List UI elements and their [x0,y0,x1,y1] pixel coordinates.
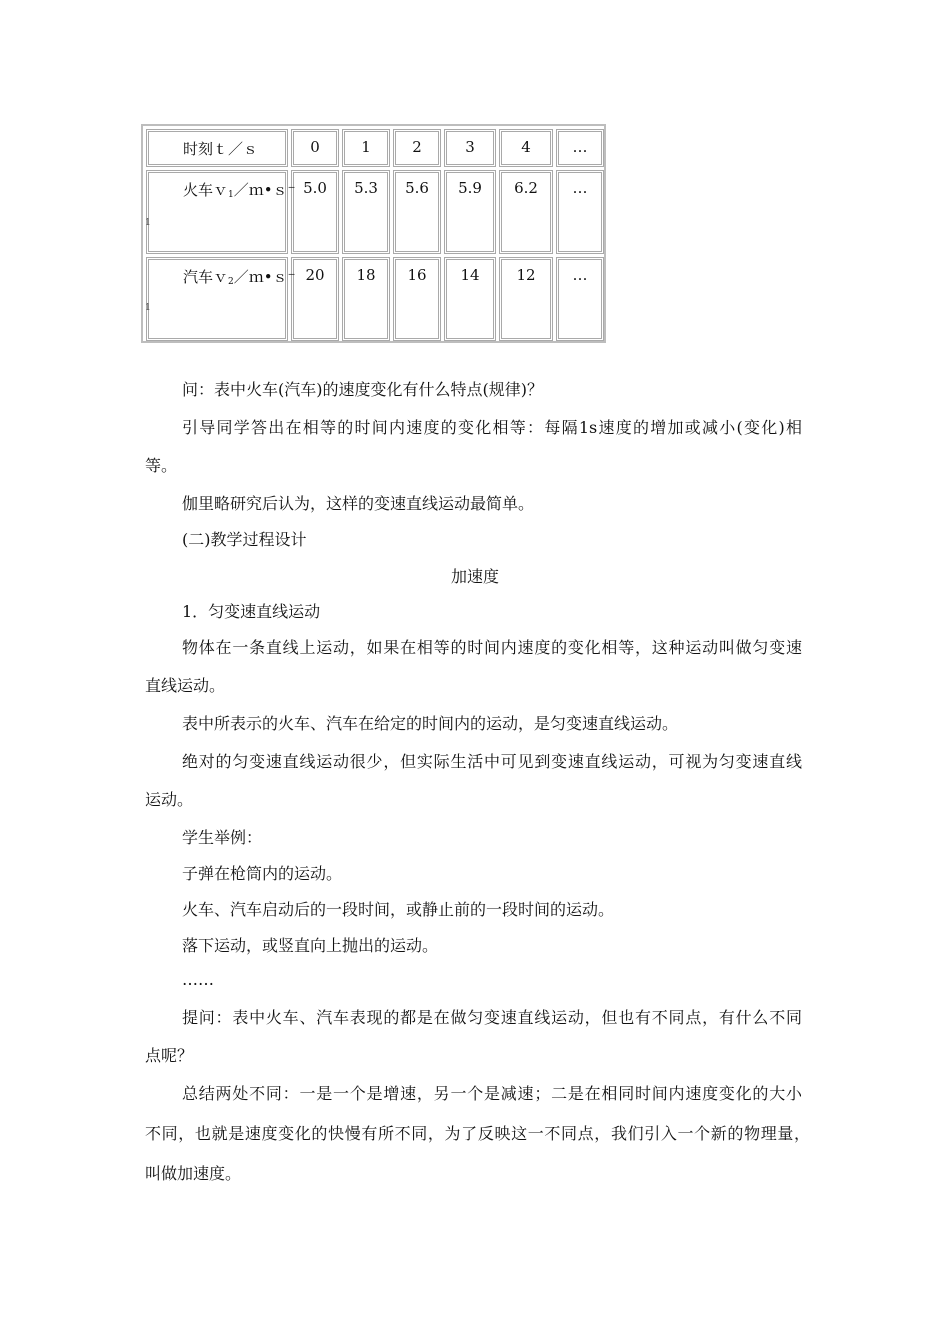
paragraph: 落下运动，或竖直向上抛出的运动。 [182,936,439,955]
table-cell: 12 [499,257,553,341]
table-cell: 5.9 [444,170,496,254]
section-heading: (二)教学过程设计 [182,530,307,549]
row-label-train: 火车ｖ$_1$／ｍ•ｓ⁻ [146,170,288,254]
paragraph: 提问：表中火车、汽车表现的都是在做匀变速直线运动，但也有不同点，有什么不同 [182,1008,802,1027]
table-cell: … [556,129,604,167]
table-cell: 5.6 [393,170,441,254]
table-cell: 0 [291,129,339,167]
paragraph-continuation: 运动。 [145,790,194,809]
table-cell: 1 [342,129,390,167]
paragraph: 火车、汽车启动后的一段时间，或静止前的一段时间的运动。 [182,900,615,919]
table-row-car [146,257,604,341]
table-cell: 5.0 [291,170,339,254]
table-cell: 6.2 [499,170,553,254]
table-cell: 20 [291,257,339,341]
table-cell: … [556,257,604,341]
table-cell: 4 [499,129,553,167]
row-label-car: 汽车ｖ$_2$／ｍ•ｓ⁻ [146,257,288,341]
section-title: 加速度 [450,567,499,586]
subsection-heading: 1．匀变速直线运动 [182,602,321,621]
paragraph: 总结两处不同：一是一个是增速，另一个是减速；二是在相同时间内速度变化的大小 [182,1084,802,1103]
paragraph: 学生举例： [182,828,263,847]
table-cell: 3 [444,129,496,167]
paragraph: 物体在一条直线上运动，如果在相等的时间内速度的变化相等，这种运动叫做匀变速 [182,638,802,657]
table-row-time [146,129,604,167]
table-cell: 5.3 [342,170,390,254]
velocity-table [141,124,606,343]
row-marker: 1 [145,218,151,228]
paragraph: 绝对的匀变速直线运动很少，但实际生活中可见到变速直线运动，可视为匀变速直线 [182,752,802,771]
table-cell: 16 [393,257,441,341]
paragraph: 引导同学答出在相等的时间内速度的变化相等：每隔1s速度的增加或减小(变化)相 [182,418,802,437]
paragraph-continuation: 直线运动。 [145,676,226,695]
row-label-time: 时刻ｔ／ｓ [146,129,288,167]
row-marker: 1 [145,303,151,313]
paragraph: 问：表中火车(汽车)的速度变化有什么特点(规律)？ [182,380,543,399]
paragraph-continuation: 点呢？ [145,1046,194,1065]
ellipsis: …… [182,970,214,989]
paragraph: 伽里略研究后认为，这样的变速直线运动最简单。 [182,494,535,513]
paragraph: 表中所表示的火车、汽车在给定的时间内的运动，是匀变速直线运动。 [182,714,679,733]
paragraph: 子弹在枪筒内的运动。 [182,864,343,883]
table-cell: 18 [342,257,390,341]
paragraph-continuation: 等。 [145,456,178,475]
table-row-train [146,170,604,254]
table-cell: 2 [393,129,441,167]
paragraph-continuation: 叫做加速度。 [145,1164,242,1183]
table-cell: 14 [444,257,496,341]
table-cell: … [556,170,604,254]
paragraph-continuation: 不同，也就是速度变化的快慢有所不同，为了反映这一不同点，我们引入一个新的物理量， [145,1124,810,1143]
